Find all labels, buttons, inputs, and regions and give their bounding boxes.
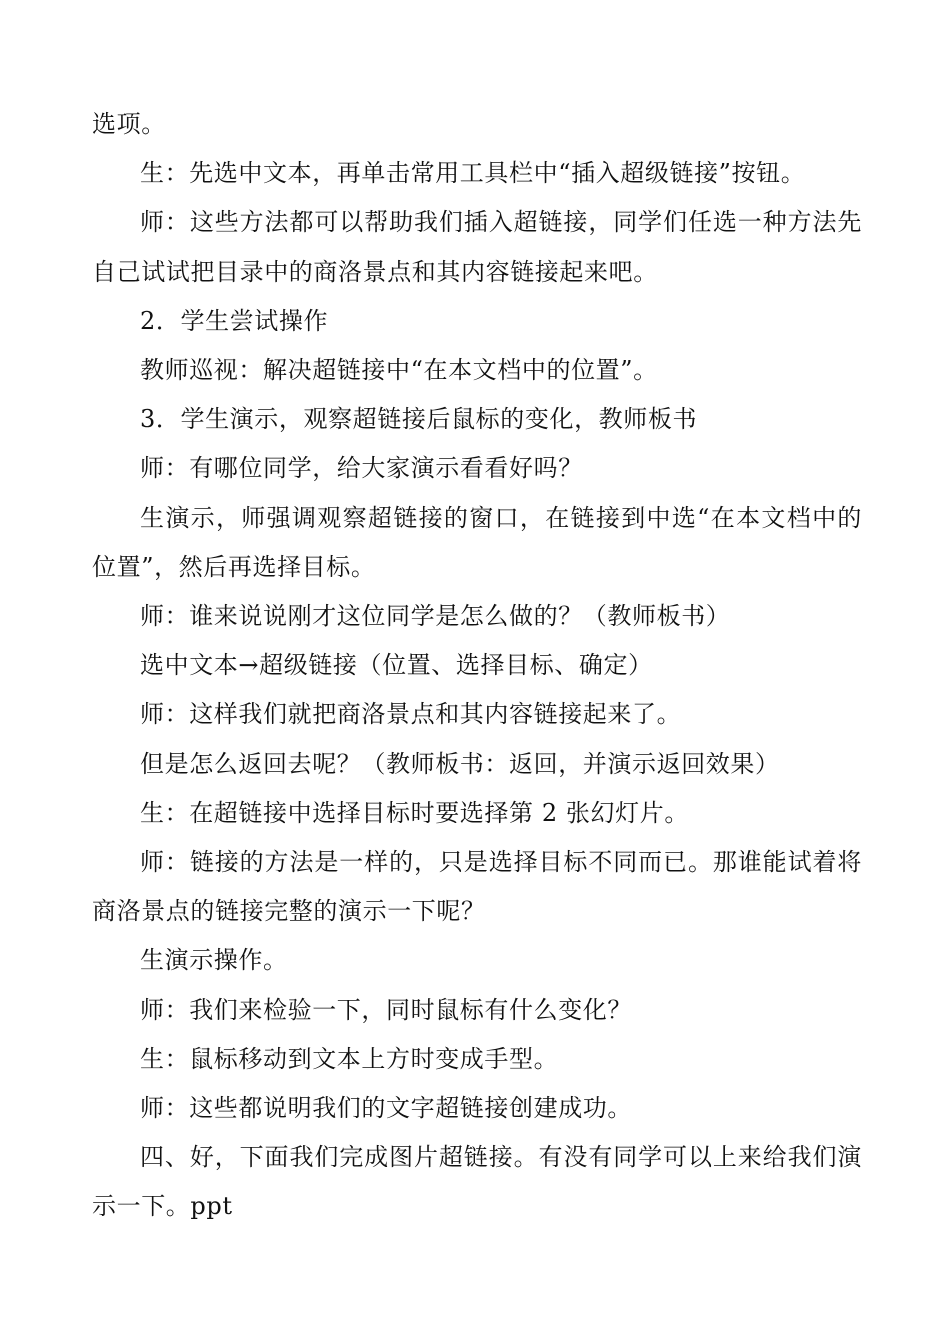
paragraph: 师：有哪位同学，给大家演示看看好吗？ — [140, 454, 583, 483]
paragraph: 3．学生演示，观察超链接后鼠标的变化，教师板书 — [140, 405, 698, 434]
paragraph: 生演示，师强调观察超链接的窗口，在链接到中选“在本文档中的位置”，然后再选择目标。 — [92, 503, 862, 581]
paragraph: 师：我们来检验一下，同时鼠标有什么变化？ — [140, 995, 632, 1024]
paragraph: 选中文本→超级链接（位置、选择目标、确定） — [140, 651, 653, 680]
paragraph: 师：这些都说明我们的文字超链接创建成功。 — [140, 1094, 632, 1123]
paragraph: 生：在超链接中选择目标时要选择第 2 张幻灯片。 — [140, 798, 689, 827]
paragraph: 但是怎么返回去呢？（教师板书：返回，并演示返回效果） — [140, 749, 780, 778]
paragraph: 生：鼠标移动到文本上方时变成手型。 — [140, 1044, 559, 1073]
paragraph: 师：谁来说说刚才这位同学是怎么做的？（教师板书） — [140, 602, 731, 631]
document-body — [92, 100, 862, 1232]
paragraph: 师：链接的方法是一样的，只是选择目标不同而已。那谁能试着将商洛景点的链接完整的演示一下呢？ — [92, 848, 862, 926]
paragraph: 生：先选中文本，再单击常用工具栏中“插入超级链接”按钮。 — [140, 159, 806, 188]
paragraph: 2．学生尝试操作 — [140, 306, 329, 335]
paragraph: 教师巡视：解决超链接中“在本文档中的位置”。 — [140, 356, 658, 385]
paragraph: 师：这些方法都可以帮助我们插入超链接，同学们任选一种方法先自己试试把目录中的商洛景点和其内容链接起来吧。 — [92, 208, 862, 286]
paragraph: 四、好，下面我们完成图片超链接。有没有同学可以上来给我们演示一下。ppt — [92, 1143, 862, 1221]
paragraph: 师：这样我们就把商洛景点和其内容链接起来了。 — [140, 700, 682, 729]
paragraph: 选项。 — [92, 110, 166, 138]
paragraph: 生演示操作。 — [140, 946, 288, 975]
